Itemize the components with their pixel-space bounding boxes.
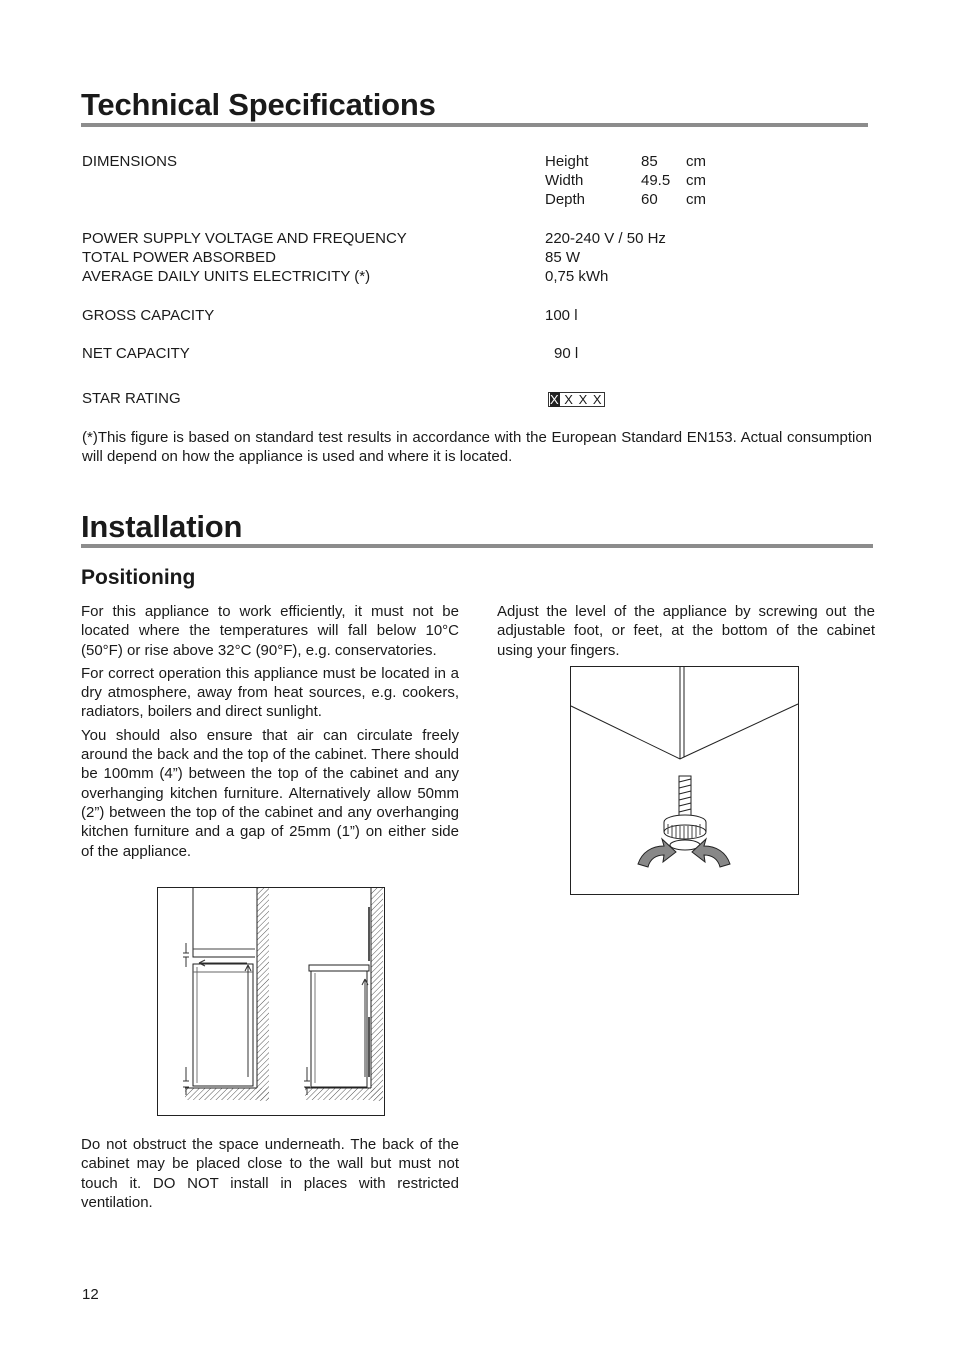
dimension-label: Height xyxy=(545,153,589,170)
paragraph-space-underneath: Do not obstruct the space underneath. The back of the cabinet may be placed close to the wall but must not touch it. DO NOT install in places with restricted ventilation. xyxy=(81,1136,459,1211)
net-capacity-value: 90 l xyxy=(554,345,579,362)
daily-units-label: AVERAGE DAILY UNITS ELECTRICITY (*) xyxy=(82,268,371,285)
dimension-value: 49.5 xyxy=(641,172,671,189)
star-rating-freezer-mark: X xyxy=(550,392,560,407)
power-supply-value: 220-240 V / 50 Hz xyxy=(545,230,666,247)
star-rating-box xyxy=(548,392,605,407)
dimension-label: Depth xyxy=(545,191,586,208)
star-rating-stars: X X X xyxy=(564,392,603,407)
dimension-unit: cm xyxy=(686,153,706,170)
adjustable-foot-diagram xyxy=(570,666,799,895)
power-supply-label: POWER SUPPLY VOLTAGE AND FREQUENCY xyxy=(82,230,407,247)
subsection-title-positioning: Positioning xyxy=(81,566,196,589)
power-absorbed-label: TOTAL POWER ABSORBED xyxy=(82,249,276,266)
gross-capacity-value: 100 l xyxy=(545,307,578,324)
section-title-technical-specifications: Technical Specifications xyxy=(81,87,436,122)
gross-capacity-label: GROSS CAPACITY xyxy=(82,307,215,324)
dimension-value: 60 xyxy=(641,191,658,208)
dimension-value: 85 xyxy=(641,153,658,170)
daily-units-value: 0,75 kWh xyxy=(545,268,609,285)
dimension-unit: cm xyxy=(686,172,706,189)
dimensions-label: DIMENSIONS xyxy=(82,153,178,170)
paragraph-dry-atmosphere: For correct operation this appliance must be located in a dry atmosphere, away from heat sources, e.g. cookers, radiators, boilers and direct sunlight. xyxy=(81,664,459,721)
paragraph-temperature: For this appliance to work efficiently, it must not be located where the temperatures will fall below 10°C (50°F) or rise above 32°C (90°F), e.g. conservatories. xyxy=(81,603,459,659)
power-spec-values xyxy=(545,229,666,286)
paragraph-air-circulation: You should also ensure that air can circulate freely around the back and the top of the cabinet. There should be 100mm (4”) between the top of the cabinet and any overhanging kitchen furniture. Alternatively allow 50mm (2”) between the top of the cabinet and any overhanging kitchen furniture and a gap of 25mm (1”) on either side of the appliance. xyxy=(81,726,459,860)
star-rating-label: STAR RATING xyxy=(82,390,181,407)
positioning-text xyxy=(81,602,459,865)
dimension-unit: cm xyxy=(686,191,706,208)
section-title-installation: Installation xyxy=(81,509,243,544)
power-absorbed-value: 85 W xyxy=(545,249,581,266)
net-capacity-label: NET CAPACITY xyxy=(82,345,190,362)
footnote: (*)This figure is based on standard test results in accordance with the European Standard EN153. Actual consumption will depend on how the appliance is used and where it is located. xyxy=(82,429,872,466)
power-spec-labels xyxy=(82,229,407,286)
page-number: 12 xyxy=(82,1286,99,1303)
star-rating-symbol xyxy=(548,391,605,409)
dimension-label: Width xyxy=(545,172,584,189)
paragraph-adjust-level: Adjust the level of the appliance by screwing out the adjustable foot, or feet, at the bottom of the cabinet using your fingers. xyxy=(497,603,875,659)
clearance-diagram xyxy=(157,887,385,1116)
title-rule xyxy=(81,123,868,127)
installation-rule xyxy=(81,544,873,548)
